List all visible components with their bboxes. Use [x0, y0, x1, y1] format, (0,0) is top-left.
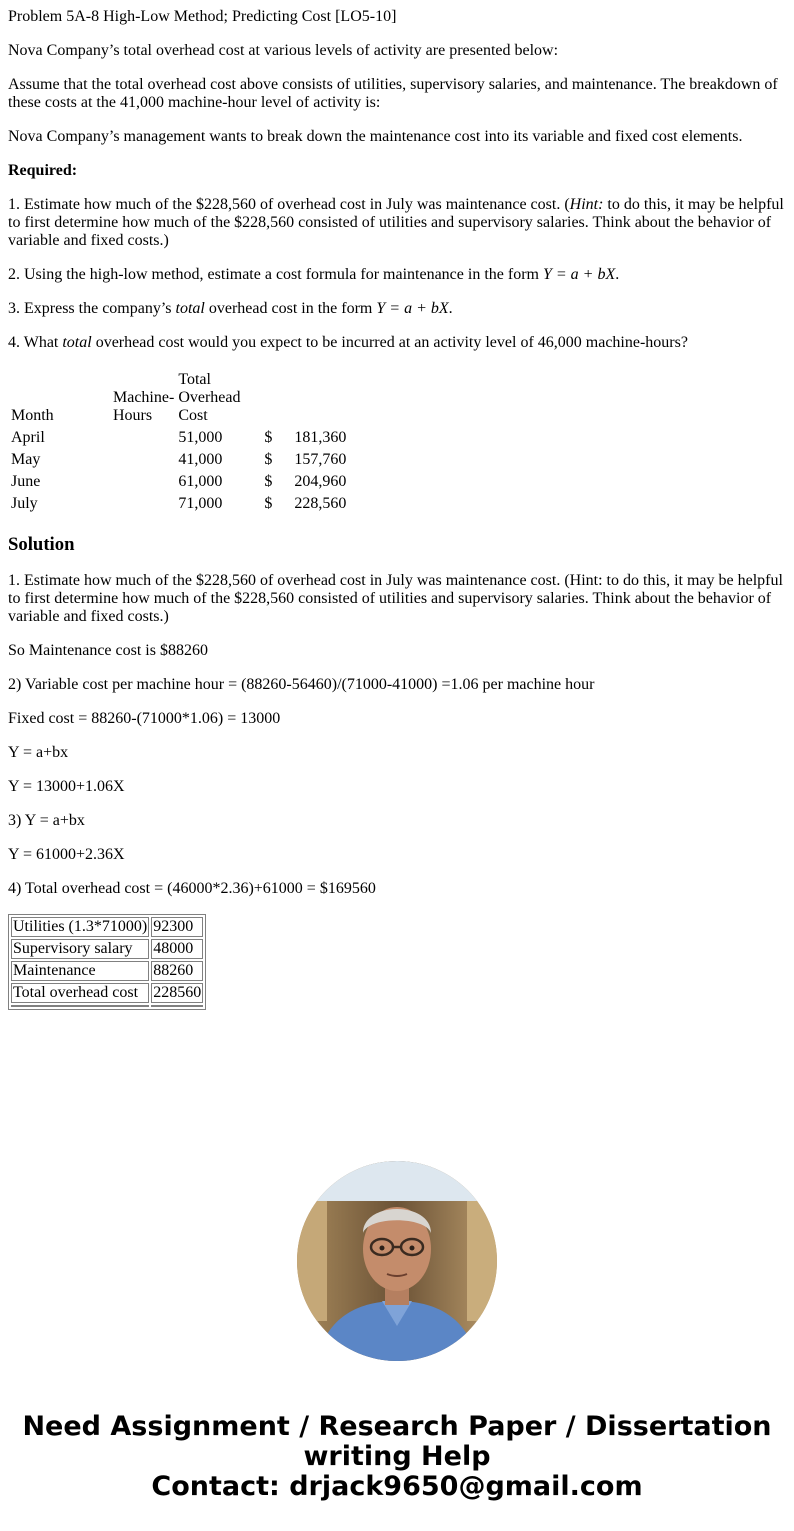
cell-hours: 41,000	[178, 451, 223, 468]
solution-maintenance-cost: So Maintenance cost is $88260	[8, 642, 208, 659]
question-2: 2. Using the high-low method, estimate a cost formula for maintenance in the form Y = a + bX.	[8, 266, 620, 283]
cell-dollar: $	[264, 495, 273, 512]
breakdown-value: 228560	[153, 984, 202, 1001]
table-row	[10, 450, 347, 470]
table-row-empty	[11, 1005, 203, 1007]
solution-heading: Solution	[8, 534, 75, 555]
breakdown-label: Supervisory salary	[11, 939, 149, 959]
cost-breakdown-table	[8, 914, 206, 1010]
solution-step-3-general: 3) Y = a+bx	[8, 812, 85, 829]
breakdown-value: 88260	[151, 961, 203, 981]
header-machine-hours: Machine- Hours	[113, 389, 175, 424]
solution-total-formula: Y = 61000+2.36X	[8, 846, 125, 863]
breakdown-label: Total overhead cost	[11, 983, 149, 1003]
breakdown-label: Utilities (1.3*71000)	[13, 918, 148, 935]
cell-amount: 204,960	[294, 473, 347, 490]
cell-dollar: $	[264, 451, 273, 468]
cell-hours: 71,000	[178, 495, 223, 512]
breakdown-value: 48000	[151, 939, 203, 959]
header-month: Month	[11, 407, 54, 424]
cell-month: May	[11, 451, 41, 468]
cell-hours: 51,000	[178, 429, 223, 446]
cell-amount: 181,360	[294, 429, 347, 446]
cell-amount: 157,760	[294, 451, 347, 468]
overhead-cost-table	[8, 368, 349, 516]
question-3: 3. Express the company’s total overhead cost in the form Y = a + bX.	[8, 300, 453, 317]
breakdown-value: 92300	[151, 917, 203, 937]
cell-dollar: $	[264, 429, 273, 446]
solution-variable-cost: 2) Variable cost per machine hour = (88260-56460)/(71000-41000) =1.06 per machine hour	[8, 676, 595, 693]
problem-intro: Nova Company’s total overhead cost at various levels of activity are presented below:	[8, 42, 559, 59]
table-row	[10, 494, 347, 514]
solution-fixed-cost: Fixed cost = 88260-(71000*1.06) = 13000	[8, 710, 281, 727]
table-row	[11, 917, 203, 937]
footer-line-1: Need Assignment / Research Paper / Dissertation	[22, 1411, 772, 1442]
cell-amount: 228,560	[294, 495, 347, 512]
table-header-row	[10, 370, 347, 426]
table-row	[11, 961, 203, 981]
table-row	[10, 472, 347, 492]
required-label: Required:	[8, 162, 78, 179]
footer-contact: Contact: drjack9650@gmail.com	[151, 1471, 643, 1502]
cell-dollar: $	[264, 473, 273, 490]
solution-total-cost: 4) Total overhead cost = (46000*2.36)+61000 = $169560	[8, 880, 376, 897]
problem-assume: Assume that the total overhead cost above consists of utilities, supervisory salaries, and maintenance. The breakdown of these costs at the 41,000 machine-hour level of activity is:	[8, 76, 778, 111]
cell-month: June	[11, 473, 41, 490]
question-4: 4. What total overhead cost would you expect to be incurred at an activity level of 46,000 machine-hours?	[8, 334, 688, 351]
cell-month: April	[11, 429, 45, 446]
breakdown-label: Maintenance	[11, 961, 149, 981]
author-avatar	[297, 1161, 497, 1361]
problem-management: Nova Company’s management wants to break down the maintenance cost into its variable and fixed cost elements.	[8, 128, 743, 145]
breakdown-table-wrap	[8, 914, 786, 1010]
cell-hours: 61,000	[178, 473, 223, 490]
header-total-overhead-cost: Total Overhead Cost	[178, 371, 241, 424]
solution-step-1: 1. Estimate how much of the $228,560 of overhead cost in July was maintenance cost. (Hint: to do this, it may be helpful to first determine how much of the $228,560 consisted of utilities and supervisory salaries. Think about the behavior of variable and fixed costs.)	[8, 572, 783, 625]
document-body	[0, 8, 794, 1010]
footer-line-2: writing Help	[303, 1441, 491, 1472]
solution-formula-general: Y = a+bx	[8, 744, 69, 761]
cell-month: July	[11, 495, 38, 512]
author-photo-icon	[297, 1161, 497, 1361]
problem-title: Problem 5A-8 High-Low Method; Predicting Cost [LO5-10]	[8, 8, 397, 25]
footer-banner	[0, 1412, 794, 1502]
table-row	[11, 983, 203, 1003]
table-row	[10, 428, 347, 448]
question-1: 1. Estimate how much of the $228,560 of overhead cost in July was maintenance cost. (Hint: to do this, it may be helpful to first determine how much of the $228,560 consisted of utilities and supervisory salaries. Think about the behavior of variable and fixed costs.)	[8, 196, 784, 249]
solution-maintenance-formula: Y = 13000+1.06X	[8, 778, 125, 795]
table-row	[11, 939, 203, 959]
